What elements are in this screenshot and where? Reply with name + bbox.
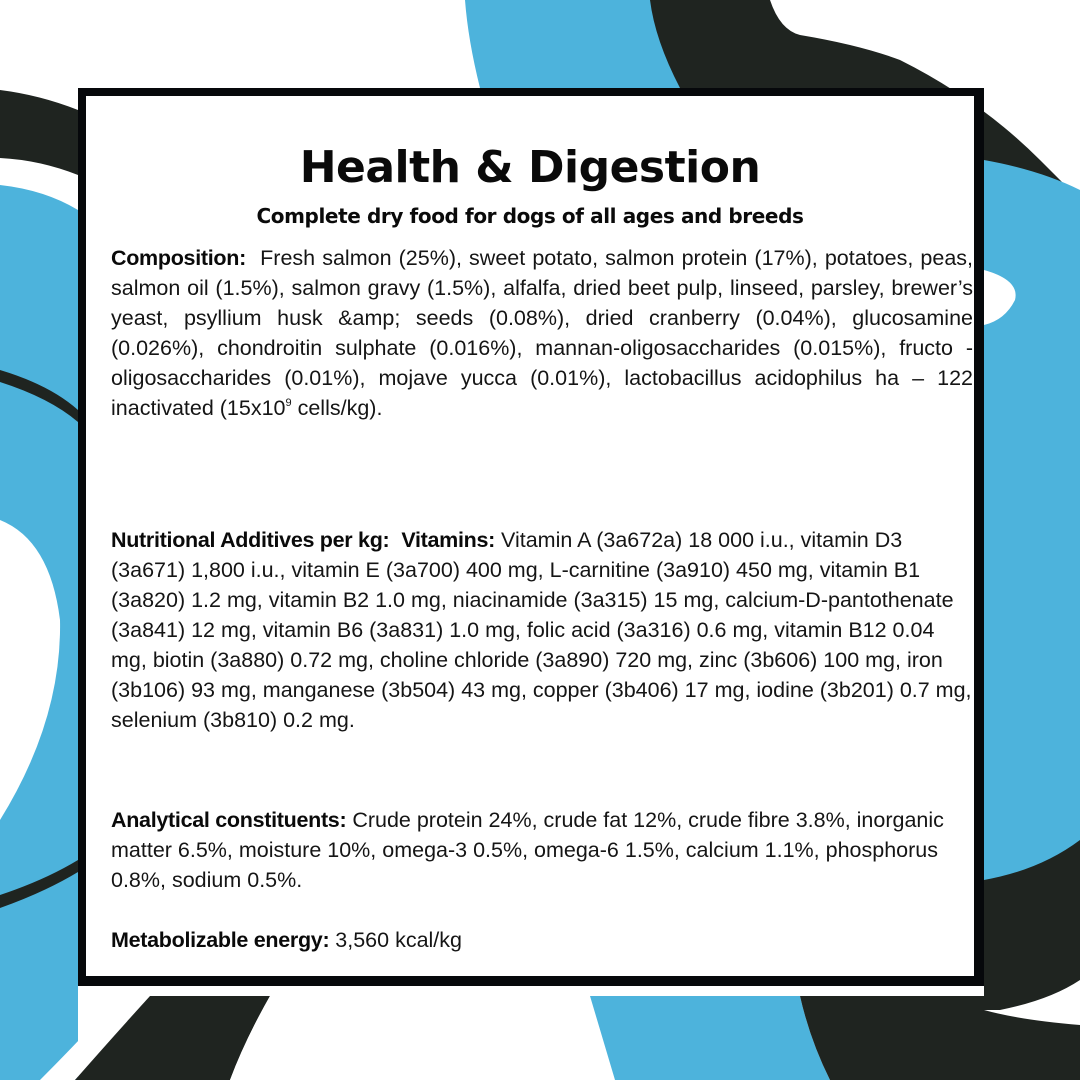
dark-band-bottom-right [800, 996, 1080, 1080]
analytical-section [111, 805, 973, 895]
vitamins-label: Vitamins: [401, 528, 496, 552]
white-band-bottom-mid [230, 996, 615, 1080]
additives-section [111, 525, 973, 735]
blue-stripe-top [465, 0, 680, 88]
composition-text-end: cells/kg). [291, 396, 383, 420]
blue-ring-right [984, 160, 1080, 880]
energy-label: Metabolizable energy: [111, 928, 330, 952]
additives-text: Vitamin A (3a672a) 18 000 i.u., vitamin D3 (3a671) 1,800 i.u., vitamin E (3a700) 400 mg, L-carnitine (3a910) 450 mg, vitamin B1 (3a820) 1.2 mg, vitamin B2 1.0 mg, niacinamide (3a315) 15 mg, calcium-D-pantothenate (3a841) 12 mg, vitamin B6 (3a831) 1.0 mg, folic acid (3a316) 0.6 mg, vitamin B12 0.04 mg, biotin (3a880) 0.72 mg, choline chloride (3a890) 720 mg, zinc (3b606) 100 mg, iron (3b106) 93 mg, manganese (3b504) 43 mg, copper (3b406) 17 mg, iodine (3b201) 0.7 mg, selenium (3b810) 0.2 mg. [111, 528, 972, 732]
composition-section [111, 243, 973, 423]
analytical-label: Analytical constituents: [111, 808, 347, 832]
page-subtitle: Complete dry food for dogs of all ages and breeds [256, 204, 804, 228]
analytical-text: Crude protein 24%, crude fat 12%, crude fibre 3.8%, inorganic matter 6.5%, moisture 10%, omega-3 0.5%, omega-6 1.5%, calcium 1.1%, phosphorus 0.8%, sodium 0.5%. [111, 808, 944, 892]
page-title: Health & Digestion [299, 142, 761, 193]
blue-band-bottom [590, 996, 830, 1080]
energy-section [111, 925, 973, 955]
additives-label: Nutritional Additives per kg: [111, 528, 390, 552]
composition-exponent: 9 [285, 397, 292, 409]
dark-arc-left [0, 90, 78, 175]
composition-text: Fresh salmon (25%), sweet potato, salmon protein (17%), potatoes, peas, salmon oil (1.5%), salmon gravy (1.5%), alfalfa, dried beet pulp, linseed, parsley, brewer’s yeast, psyllium husk &amp; seeds (0.08%), dried cranberry (0.04%), glucosamine (0.026%), chondroitin sulphate (0.016%), mannan-oligosaccharides (0.015%), fructo -oligosaccharides (0.01%), mojave yucca (0.01%), lactobacillus acidophilus ha – 122 inactivated (15x10 [111, 246, 974, 420]
ingredients-panel [78, 88, 984, 986]
composition-label: Composition: [111, 246, 246, 270]
energy-value: 3,560 kcal/kg [335, 928, 462, 952]
